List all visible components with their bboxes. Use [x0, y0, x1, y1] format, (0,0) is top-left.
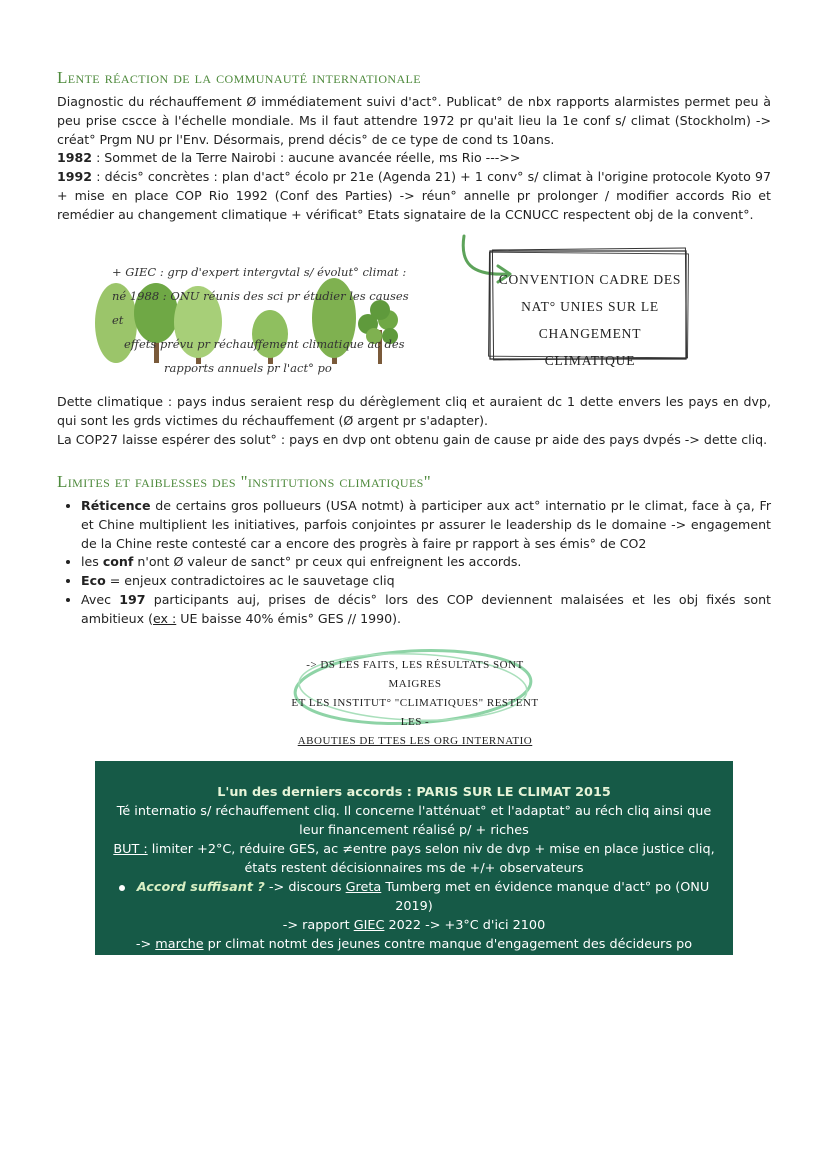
list-item	[81, 497, 771, 553]
giec-pre: -> rapport	[282, 918, 354, 933]
bold-term: Réticence	[81, 498, 151, 513]
list-item-text: Avec	[81, 591, 120, 607]
giec-note	[112, 260, 412, 380]
list-item	[81, 591, 771, 629]
convention-line: CHANGEMENT CLIMATIQUE	[538, 326, 642, 368]
bold-term: Eco	[81, 573, 106, 589]
bullet-icon	[119, 885, 125, 891]
paragraph-cop27: La COP27 laisse espérer des solut° : pays en dvp ont obtenu gain de cause pr aide des pays dvpés -> dette cliq.	[57, 431, 768, 447]
limites-list	[57, 497, 771, 629]
paragraph-1982	[57, 149, 771, 168]
question-text: Tumberg met en évidence manque d'act° po (ONU 2019)	[381, 880, 710, 914]
oval-line: -> DS LES FAITS, LES RÉSULTATS SONT MAIGRES	[306, 659, 524, 690]
paris-box-title: L'un des derniers accords : PARIS SUR LE CLIMAT 2015	[217, 785, 611, 800]
year-1982: 1982	[57, 150, 93, 166]
year-1992: 1992	[57, 169, 93, 185]
giec-note-line: rapports annuels pr l'act° po	[164, 361, 332, 375]
paris-box-goal	[105, 840, 723, 878]
dette-section	[57, 393, 771, 449]
list-item-text: participants auj, prises de décis° lors des COP deviennent malaisées et les obj fixés sont ambitieux (	[81, 591, 771, 626]
paris-box-giec	[105, 916, 723, 935]
text-1992: : décis° concrètes : plan d'act° écolo pr 21e (Agenda 21) + 1 conv° s/ climat à l'origine protocole Kyoto 97 + mise en place COP Rio 1992 (Conf des Parties) -> réun° annelle pr prolonger / modifier accords Rio et remédier au changement climatique + vérificat° Etats signataire de la CCNUCC respectent obj de la convent°.	[57, 169, 771, 222]
bold-term: 197	[119, 591, 146, 607]
paragraph-1992	[57, 168, 771, 224]
goal-text: limiter +2°C, réduire GES, ac ≠entre pays selon niv de dvp + mise en place justice cliq, états restent décisionnaires ms de +/+ observateurs	[147, 842, 715, 876]
question-label: Accord suffisant ?	[136, 880, 265, 895]
paris-box-intro: Té internatio s/ réchauffement cliq. Il concerne l'atténuat° et l'adaptat° au réch cliq ainsi que leur financement réalisé p/ + riches	[116, 804, 712, 838]
list-item	[81, 553, 771, 572]
paris-agreement-box	[95, 761, 733, 955]
goal-label: BUT :	[113, 842, 148, 857]
oval-line: ABOUTIES DE TTES LES ORG INTERNATIO	[297, 735, 533, 747]
section-heading-reaction: Lente réaction de la communauté internationale	[57, 68, 421, 87]
marche-pre: ->	[135, 937, 156, 952]
giec-note-line: + GIEC : grp d'expert intergvtal s/ évolut° climat :	[112, 265, 407, 279]
bold-term: conf	[102, 554, 134, 570]
example-label: ex :	[153, 610, 177, 626]
marche-label: marche	[155, 937, 204, 952]
convention-line: NAT° UNIES SUR LE	[521, 299, 659, 314]
giec-note-line: effets prévu pr réchauffement climatique ac des	[124, 337, 405, 351]
marche-text: pr climat notmt des jeunes contre manque d'engagement des décideurs po	[203, 937, 693, 952]
paragraph-diagnostic: Diagnostic du réchauffement Ø immédiatement suivi d'act°. Publicat° de nbx rapports alarmistes permet peu à peu prise cscce à l'échelle mondiale. Ms il faut attendre 1972 pr qu'ait lieu la 1e conf s/ climat (Stockholm) -> créat° Prgm NU pr l'Env. Désormais, prend décis° de ce type de cond ts 10ans.	[57, 94, 771, 147]
text-1982: : Sommet de la Terre Nairobi : aucune avancée réelle, ms Rio --->>	[92, 150, 521, 166]
paris-box-question	[105, 878, 723, 916]
list-item-text: n'ont Ø valeur de sanct° pr ceux qui enfreignent les accords.	[133, 554, 522, 570]
list-item	[81, 572, 771, 591]
convention-line: CONVENTION CADRE DES	[498, 272, 682, 287]
list-item-text: de certains gros pollueurs (USA notmt) à participer aux act° internatio pr le climat, face à ça, Fr et Chine multiplient les initiatives, parfois conjointes pr assurer le leadership ds le domaine -> engagement de la Chine reste contesté car a encore des progrès à faire pr rapport à ses émis° de CO2	[81, 498, 771, 551]
question-text: -> discours	[264, 880, 346, 895]
giec-label: GIEC	[353, 918, 385, 933]
paragraph-dette: Dette climatique : pays indus seraient resp du dérèglement cliq et auraient dc 1 dette envers les pays en dvp, qui sont les grds victimes du réchauffement (Ø argent pr s'adapter).	[57, 394, 771, 428]
oval-conclusion	[290, 656, 540, 751]
oval-line: ET LES INSTITUT° "CLIMATIQUES" RESTENT LES -	[291, 697, 539, 728]
giec-note-line: né 1988 : ONU réunis des sci pr étudier les causes et	[112, 289, 409, 327]
convention-box	[492, 266, 688, 374]
paris-box-marche	[105, 935, 723, 954]
giec-text: 2022 -> +3°C d'ici 2100	[384, 918, 546, 933]
list-item-text: UE baisse 40% émis° GES // 1990).	[176, 610, 402, 626]
section-heading-limites: Limites et faiblesses des "institutions climatiques"	[57, 472, 432, 491]
section-body-reaction	[57, 93, 771, 225]
list-item-text: les	[81, 554, 103, 570]
greta-label: Greta	[345, 880, 382, 895]
list-item-text: = enjeux contradictoires ac le sauvetage cliq	[105, 573, 395, 589]
